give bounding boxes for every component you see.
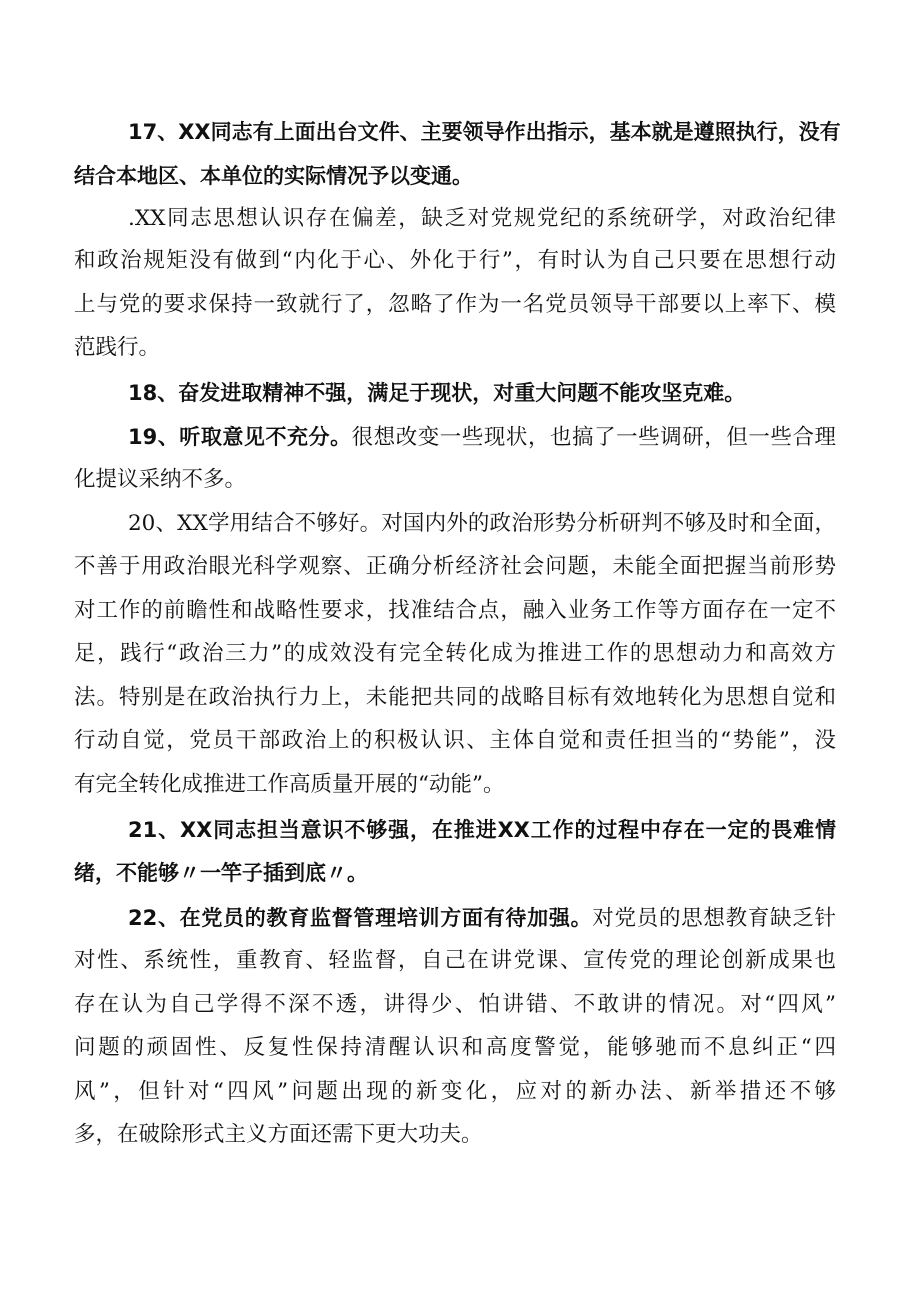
item-22-line-1	[128, 903, 836, 933]
unnumbered-para-line-2: 和政治规矩没有做到“内化于心、外化于行”，有时认为自己只要在思想行动	[74, 248, 836, 273]
item-22-line-3: 存在认为自己学得不深不透，讲得少、怕讲错、不敢讲的情况。对“四风”	[74, 992, 836, 1017]
unnumbered-para-line-1: .XX同志思想认识存在偏差，缺乏对党规党纪的系统研学，对政治纪律	[128, 206, 836, 231]
item-20-line-7: 有完全转化成推进工作高质量开展的“动能”。	[74, 772, 505, 797]
item-19-line-2: 化提议采纳不多。	[74, 467, 247, 492]
item-17-line-2: 结合本地区、本单位的实际情况予以变通。	[74, 164, 473, 188]
item-19-body: 很想改变一些现状，也搞了一些调研，但一些合理	[351, 425, 836, 450]
item-22-body: 对党员的思想教育缺乏针	[592, 906, 836, 931]
item-22-heading: 22、在党员的教育监督管理培训方面有待加强。	[128, 906, 593, 930]
item-21-line-2: 绪，不能够〃一竿子插到底〃。	[74, 861, 368, 885]
item-19-line-1	[128, 422, 836, 452]
unnumbered-para-line-4: 范践行。	[74, 335, 161, 360]
item-22-line-2: 对性、系统性，重教育、轻监督，自己在讲党课、宣传党的理论创新成果也	[74, 948, 836, 973]
item-18-line-1: 18、奋发进取精神不强，满足于现状，对重大问题不能攻坚克难。	[128, 381, 746, 405]
item-20-line-2: 不善于用政治眼光科学观察、正确分析经济社会问题，未能全面把握当前形势	[74, 554, 836, 579]
item-20-line-4: 足，践行“政治三力”的成效没有完全转化成为推进工作的思想动力和高效方	[74, 641, 836, 666]
item-22-line-4: 问题的顽固性、反复性保持清醒认识和高度警觉，能够驰而不息纠正“四	[74, 1035, 836, 1060]
item-22-line-6: 多，在破除形式主义方面还需下更大功夫。	[74, 1122, 483, 1147]
item-22-line-5: 风”，但针对“四风”问题出现的新变化，应对的新办法、新举措还不够	[74, 1079, 836, 1104]
item-17-line-1: 17、XX同志有上面出台文件、主要领导作出指示，基本就是遵照执行，没有	[128, 120, 841, 144]
item-20-line-3: 对工作的前瞻性和战略性要求，找准结合点，融入业务工作等方面存在一定不	[74, 598, 836, 623]
item-21-line-1: 21、XX同志担当意识不够强，在推进XX工作的过程中存在一定的畏难情	[128, 818, 836, 842]
item-19-heading: 19、听取意见不充分。	[128, 425, 352, 449]
item-20-line-1: 20、XX学用结合不够好。对国内外的政治形势分析研判不够及时和全面，	[128, 511, 836, 536]
item-20-line-5: 法。特别是在政治执行力上，未能把共同的战略目标有效地转化为思想自觉和	[74, 685, 836, 710]
unnumbered-para-line-3: 上与党的要求保持一致就行了，忽略了作为一名党员领导干部要以上率下、模	[74, 292, 836, 317]
item-20-line-6: 行动自觉，党员干部政治上的积极认识、主体自觉和责任担当的“势能”，没	[74, 728, 836, 753]
